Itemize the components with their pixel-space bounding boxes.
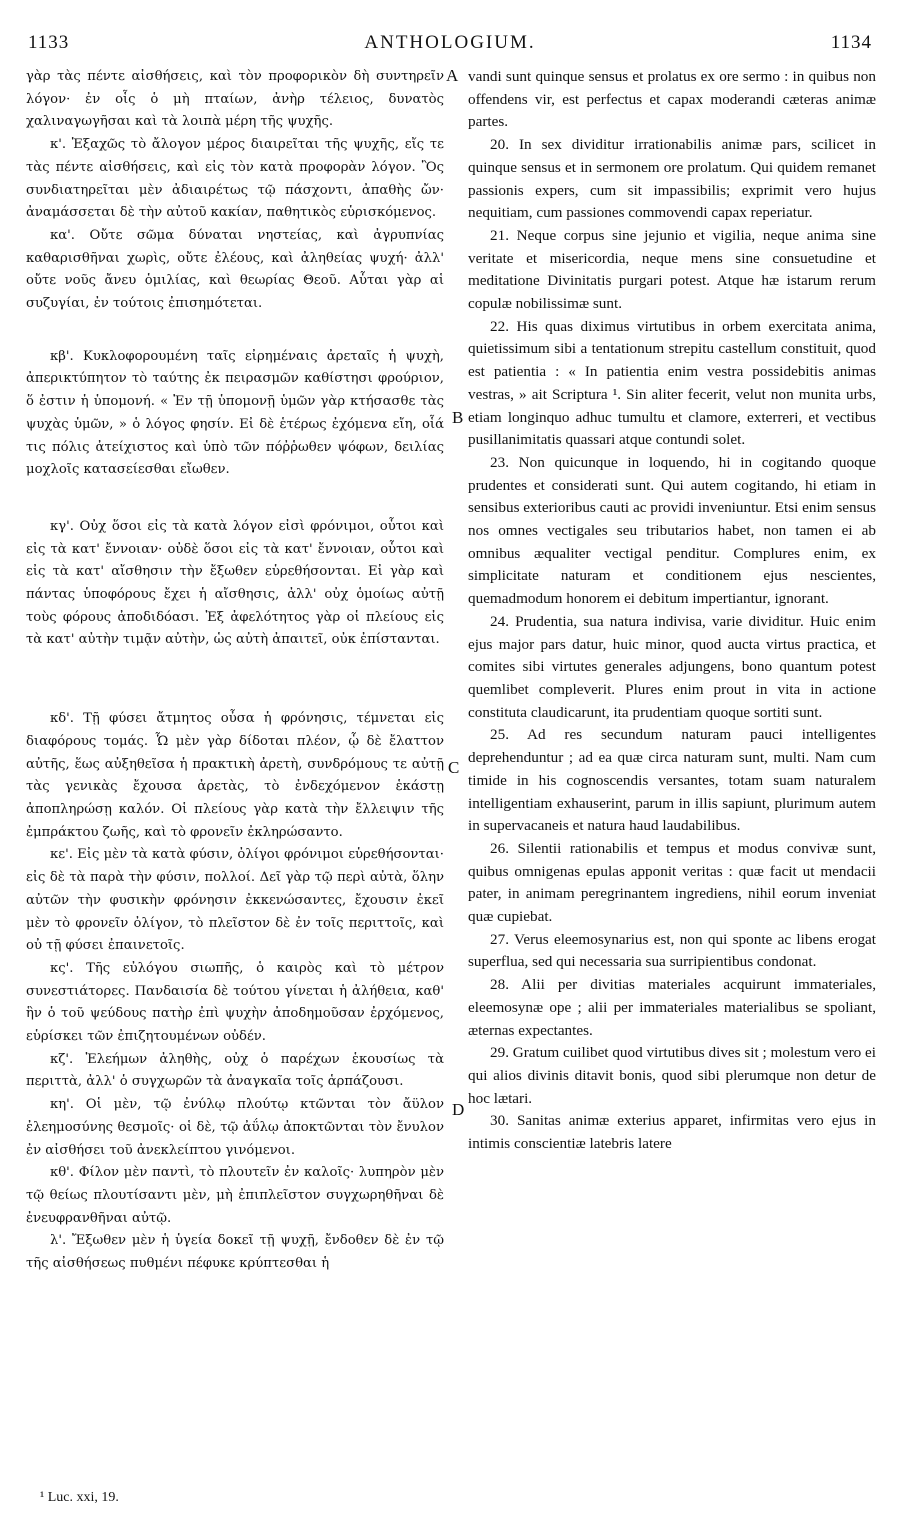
greek-paragraph: κθ'. Φίλον μὲν παντὶ, τὸ πλουτεῖν ἐν καλοῖς· λυπηρὸν μὲν τῷ θείως πλουτίσαντι μὲν, μὴ ἐπιπλεῖστον συγχωρηθῆναι δὲ ἐνευφρανθῆναι αὐτῷ. [26,1165,444,1226]
greek-paragraph: κζ'. Ἐλεήμων ἀληθὴς, οὐχ ὁ παρέχων ἑκουσίως τὰ περιττὰ, ἀλλ' ὁ συγχωρῶν τὰ ἀναγκαῖα τοῖς ἁρπάζουσι. [26,1051,444,1090]
margin-mark-a: A [446,66,459,85]
page-number-right: 1134 [830,32,872,53]
page-number-left: 1133 [28,32,70,53]
latin-paragraph: 24. Prudentia, sua natura indivisa, varie dividitur. Huic enim ejus major pars datur, huic minor, quod aucta virtus practica, et comites sibi virtutes generales adjungens, bono quantum potest quemlibet compleverit. Plures enim prout in vita in actione constituta claudicarunt, ita prudentiam quoque sortiti sunt. [468,612,876,721]
latin-paragraph: 22. His quas diximus virtutibus in orbem exercitata anima, quietissimum sibi a tentationum strepitu castellum constituit, quod est patientia : « In patientia enim vestra possidebitis animas vestras, » ait Scriptura ¹. Sin aliter fecerit, velut non munita urbs, etiam longinquo adhuc tumultu et clamore, exterreri, et vectibus pusillanimitatis quassari atque contundi solet. [468,317,876,449]
margin-mark-d: D [452,1100,465,1119]
greek-paragraph: κς'. Τῆς εὐλόγου σιωπῆς, ὁ καιρὸς καὶ τὸ μέτρον συνεστιάτορες. Πανδαισία δὲ τούτου γίνεται ἡ ἀλήθεια, καθ' ἣν ὁ τοῦ ψεύδους πατὴρ ἐπὶ ψυχὴν ἀποδημοῦσαν ἐρχόμενος, εὑρίσκει τῶν ἐπιζητουμένων οὐδέν. [26,960,444,1045]
greek-paragraph: κ'. Ἑξαχῶς τὸ ἄλογον μέρος διαιρεῖται τῆς ψυχῆς, εἴς τε τὰς πέντε αἰσθήσεις, καὶ εἰς τὸν κατὰ προφορὰν λόγον. Ὃς συνδιατηρεῖται μὲν ἀδιαιρέτως τῷ πάσχοντι, ἀπαθὴς ὤν· ἀναμάσσεται δὲ τὴν αὐτοῦ κακίαν, παθητικὸς εὑρισκόμενος. [26,137,444,221]
latin-paragraph: 26. Silentii rationabilis et tempus et modus convivæ sunt, quibus omnigenas epulas apponit veritas : quæ facit ut mendacii pater, in animam peregrinantem ingrediens, nihil eorum inveniat quæ cupiebat. [468,839,876,926]
greek-column [26,66,444,1276]
greek-paragraph: λ'. Ἔξωθεν μὲν ἡ ὑγεία δοκεῖ τῇ ψυχῇ, ἔνδοθεν δὲ ἐν τῷ τῆς αἰσθήσεως πυθμένι πέφυκε κρύπτεσθαι ἡ [26,1233,444,1272]
latin-paragraph: 30. Sanitas animæ exterius apparet, infirmitas vero ejus in intimis conscientiæ latebris latere [468,1112,876,1153]
greek-paragraph: κε'. Εἰς μὲν τὰ κατὰ φύσιν, ὀλίγοι φρόνιμοι εὑρεθήσονται· εἰς δὲ τὰ παρὰ τὴν φύσιν, πολλοί. Δεῖ γὰρ τῷ περὶ αὐτὰ, ὅλην αὐτῶν τὴν φυσικὴν φρόνησιν ἐκκενώσαντες, ἔχουσιν ἐκεῖ μὲν τὸ φρονεῖν ὀλίγον, τὸ πλεῖστον δὲ ἐν τοῖς περιττοῖς, καὶ οὐ τῇ φύσει ἐπαινετοῖς. [26,847,444,954]
greek-paragraph: κδ'. Τῇ φύσει ἄτμητος οὖσα ἡ φρόνησις, τέμνεται εἰς διαφόρους τομάς. Ὧ μὲν γὰρ δίδοται πλέον, ᾧ δὲ ἔλαττον αὐτῆς, ἕως αὐξηθεῖσα ἡ πρακτικὴ ἀρετὴ, συνδρόμους τε αὐτῇ τὰς γενικὰς ἔχουσα ἀρετὰς, τὸ ἐνδεχόμενον ἑκάστῃ ἀποπληρώσῃ καλόν. Οἱ πλείους γὰρ κατὰ τὴν ἔλλειψιν τῆς ἐμπράκτου ζωῆς, καὶ τὸ φρονεῖν ἐκληρώσαντο. [26,711,444,840]
running-title: ANTHOLOGIUM. [364,32,536,53]
latin-paragraph: vandi sunt quinque sensus et prolatus ex ore sermo : in quibus non offendens vir, est perfectus et capax moderandi cæteras animæ partes. [468,68,876,131]
latin-paragraph: 29. Gratum cuilibet quod virtutibus dives sit ; molestum vero ei qui alios divinis ditavit bonis, quod sibi plerumque non detur de hoc lætari. [468,1044,876,1107]
greek-paragraph: κγ'. Οὐχ ὅσοι εἰς τὰ κατὰ λόγον εἰσὶ φρόνιμοι, οὗτοι καὶ εἰς τὰ κατ' ἔννοιαν· οὐδὲ ὅσοι εἰς τὰ κατ' ἔννοιαν, οὗτοι καὶ εἰς τὰ κατ' αἴσθησιν τὴν ἔξωθεν εὑρεθήσονται. Εἰ γὰρ καὶ πάντας ὑποφόρους ἔχει ἡ αἴσθησις, ἀλλ' οὐχ ὁμοίως αὐτῇ τοὺς φόρους ἀποδιδόασι. Ἐξ ἀφελότητος γὰρ οἱ πλείους εἰς τὰ κατ' αὐτὴν τιμᾷν αὐτὴν, ὡς αὐτὴ ἀπαιτεῖ, οὐκ ἐπίστανται. [26,518,444,648]
latin-paragraph: 23. Non quicunque in loquendo, hi in cogitando quoque prudentes et considerati sunt. Qui autem cogitando, hi etiam in sensibus exterioribus cauti ac providi inveniuntur. Etsi enim sensus nos omnes vectigales seu tributarios habet, non tamen ei ab omnibus æqualiter vectigal penditur. Complures enim, ex simplicitate naturam et conditionem ejus nescientes, quemadmodum honorem ei debitum impertiantur, ignorant. [468,453,876,608]
greek-paragraph: γὰρ τὰς πέντε αἰσθήσεις, καὶ τὸν προφορικὸν δὴ συντηρεῖν λόγον· ἐν οἷς ὁ μὴ πταίων, ἀνὴρ τέλειος, δυνατὸς χαλιναγωγῆσαι καὶ τὰ λοιπὰ μέρη τῆς ψυχῆς. [26,69,444,130]
greek-paragraph: κβ'. Κυκλοφορουμένη ταῖς εἰρημέναις ἀρεταῖς ἡ ψυχὴ, ἀπερικτύπητον τὸ ταύτης ἐκ πειρασμῶν καθίστησι φρούριον, ὅ ἐστιν ἡ ὑπομονή. « Ἐν τῇ ὑπομονῇ ὑμῶν γὰρ κτήσασθε τὰς ψυχὰς ὑμῶν, » ὁ λόγος φησίν. Εἰ δὲ ἑτέρως ἐχόμενα εἴη, οἷά τις πόλις ἀτείχιστος καὶ ὑπὸ τῶν πόῤῥωθεν ψόφων, δειλίας μοχλοῖς κατασείεσθαι εἴωθεν. [26,348,444,478]
latin-paragraph: 27. Verus eleemosynarius est, non qui sponte ac libens erogat superflua, sed qui necessaria sua surripientibus condonat. [468,930,876,971]
margin-mark-c: C [448,758,460,777]
latin-paragraph: 25. Ad res secundum naturam pauci intelligentes deprehenduntur ; ad ea quæ circa naturam sunt, multi. Nam cum timide in his cognoscendis versantes, totam suam naturalem intelligentiam exhauserint, parum in illis sapiunt, plurimum autem in supervacaneis et natura haud laudabilibus. [468,726,876,835]
page-header [28,32,872,58]
greek-paragraph: κη'. Οἱ μὲν, τῷ ἐνύλῳ πλούτῳ κτῶνται τὸν ἄϋλον ἐλεημοσύνης θεσμοῖς· οἱ δὲ, τῷ ἀΰλῳ ἀποκτῶνται τὸν ἔνυλον ἐν αἰσθήσει τοῦ ἀνεκλείπτου γινόμενοι. [26,1097,444,1158]
greek-paragraph: κα'. Οὔτε σῶμα δύναται νηστείας, καὶ ἀγρυπνίας καθαρισθῆναι χωρὶς, οὔτε ἐλέους, καὶ ἀληθείας ψυχή· ἀλλ' οὔτε νοῦς ἄνευ ὁμιλίας, καὶ θεωρίας Θεοῦ. Αὗται γὰρ αἱ συζυγίαι, ἐν τούτοις ἐπισημότεται. [26,227,444,312]
footnote: ¹ Luc. xxi, 19. [40,1490,119,1505]
margin-mark-b: B [452,408,464,427]
latin-paragraph: 20. In sex dividitur irrationabilis animæ pars, scilicet in quinque sensus et in sermonem ore prolatum. Qui quidem remanet passionis expers, cum sit impassibilis; exprimit vero hujus nequitiam, cum passiones commovendi capax reperiatur. [468,136,876,222]
latin-column [468,66,876,1156]
latin-paragraph: 21. Neque corpus sine jejunio et vigilia, neque anima sine veritate et misericordia, neque mens sine consuetudine et meditatione Divinitatis purgari potest. Atque hæ istarum rerum copulæ nobilissimæ sunt. [468,226,876,313]
latin-paragraph: 28. Alii per divitias materiales acquirunt immateriales, eleemosynæ ope ; alii per immateriales materialibus se spoliant, æternas expectantes. [468,976,876,1039]
